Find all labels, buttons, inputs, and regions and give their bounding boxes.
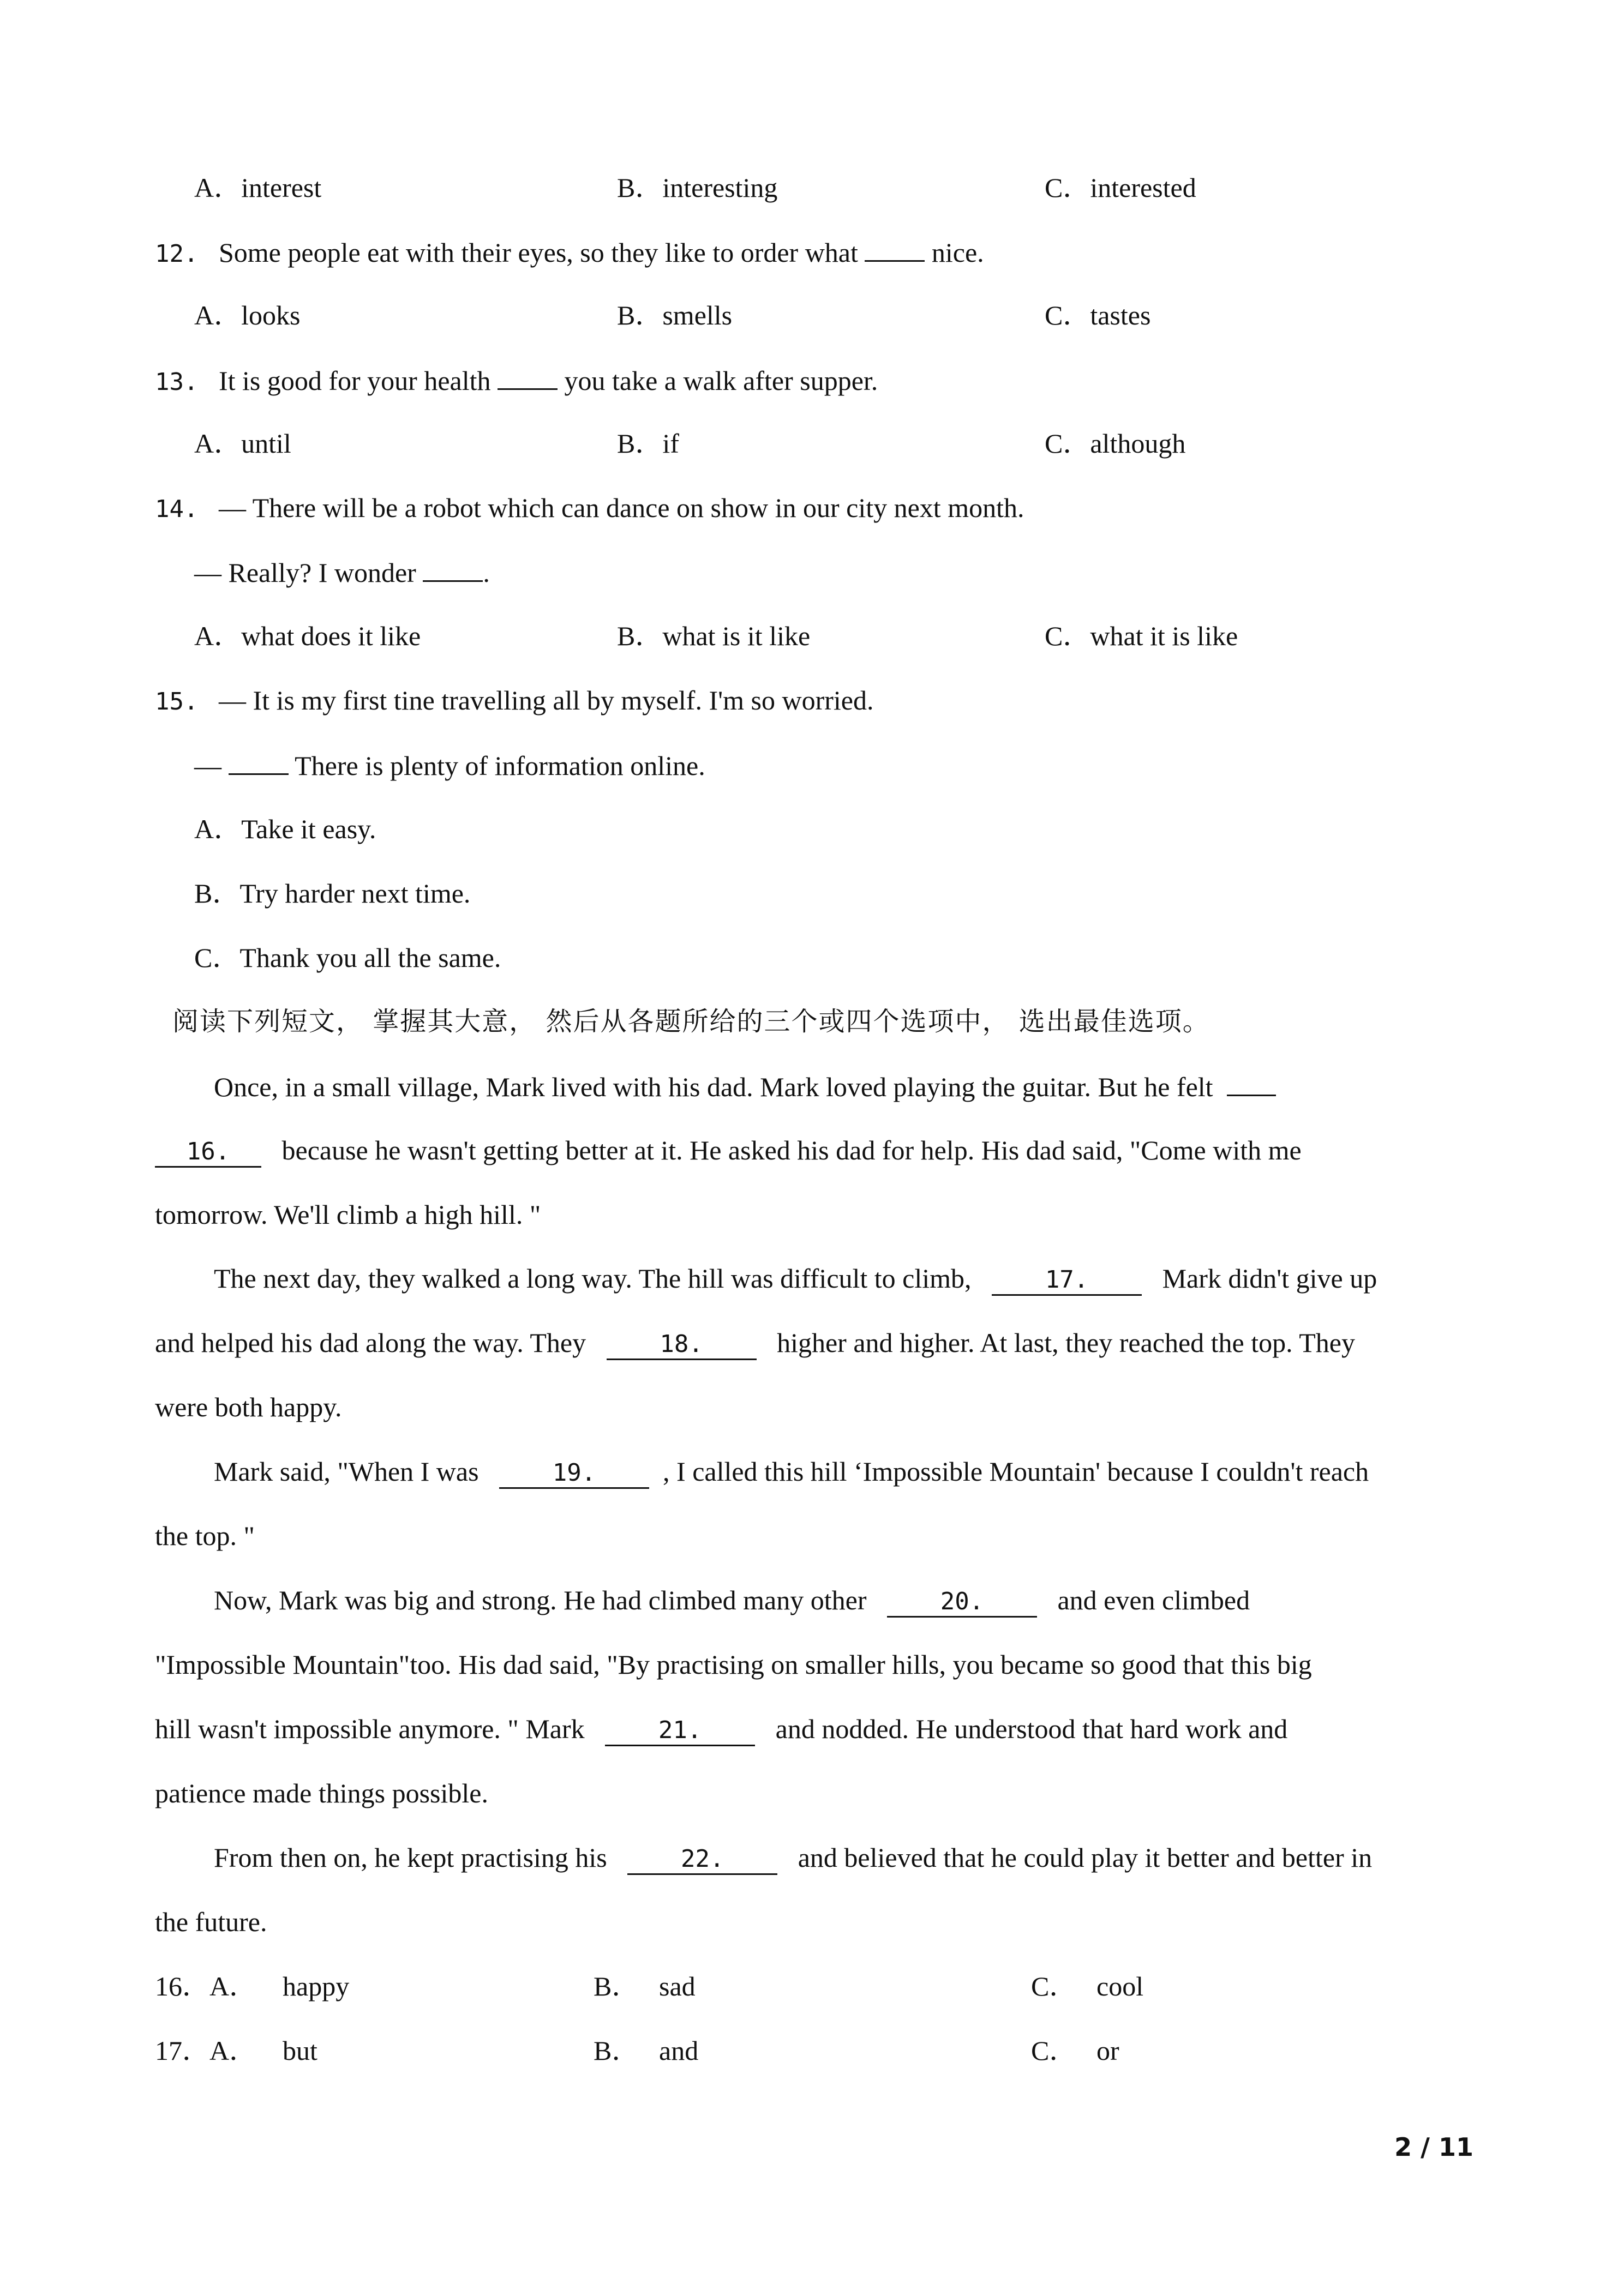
q12-option-a: A．looks xyxy=(194,300,301,330)
q12-option-c: C．tastes xyxy=(1045,300,1151,330)
q12-text-pre: Some people eat with their eyes, so they like to order what xyxy=(218,237,858,268)
q12-option-b: B．smells xyxy=(617,300,733,330)
passage-text: Now, Mark was big and strong. He had climbed many other xyxy=(214,1585,867,1615)
passage-p3-line1 xyxy=(214,1455,1369,1489)
blank-20: 20. xyxy=(887,1588,1037,1618)
q17-option-b-label: B． xyxy=(594,2035,639,2066)
q16-option-c-label: C． xyxy=(1031,1971,1077,2002)
blank-19: 19. xyxy=(499,1459,649,1489)
passage-text: Mark didn't give up xyxy=(1162,1263,1377,1294)
q17-number: 17．A． xyxy=(155,2035,257,2066)
passage-p1-line3: tomorrow. We'll climb a high hill. " xyxy=(155,1199,541,1230)
passage-text: and helped his dad along the way. They xyxy=(155,1327,586,1358)
reading-instruction: 阅读下列短文， 掌握其大意， 然后从各题所给的三个或四个选项中， 选出最佳选项。 xyxy=(172,1006,1210,1037)
passage-text: Once, in a small village, Mark lived with his dad. Mark loved playing the guitar. But he felt xyxy=(214,1072,1213,1102)
q15-line2-pre: — xyxy=(194,750,221,781)
passage-p4-line3 xyxy=(155,1712,1287,1746)
q14-option-a: A．what does it like xyxy=(194,621,421,651)
q14-option-b: B．what is it like xyxy=(617,621,811,651)
q14-blank xyxy=(423,555,483,582)
passage-text: hill wasn't impossible anymore. " Mark xyxy=(155,1714,585,1744)
q14-reply xyxy=(194,555,490,589)
q12-text-post: nice. xyxy=(931,237,984,268)
passage-p5-line2: the future. xyxy=(155,1907,267,1937)
passage-text: and even climbed xyxy=(1057,1585,1250,1615)
page-number: 2 / 11 xyxy=(1394,2132,1473,2162)
blank-18: 18. xyxy=(607,1330,757,1360)
passage-text: From then on, he kept practising his xyxy=(214,1842,607,1873)
q13-blank xyxy=(498,363,558,390)
q12-number: 12. xyxy=(155,240,199,268)
q16-option-a: happy xyxy=(283,1971,350,2002)
q11-option-a: A．interest xyxy=(194,172,322,203)
q15-line1: — It is my first tine travelling all by myself. I'm so worried. xyxy=(218,685,874,716)
passage-p1-line1 xyxy=(214,1069,1276,1103)
passage-p2-line3: were both happy. xyxy=(155,1392,342,1422)
q14-option-c: C．what it is like xyxy=(1045,621,1238,651)
passage-p4-line1 xyxy=(214,1584,1250,1618)
passage-text: and nodded. He understood that hard work and xyxy=(775,1714,1288,1744)
q13-number: 13. xyxy=(155,368,199,396)
passage-p4-line4: patience made things possible. xyxy=(155,1778,488,1808)
blank-21: 21. xyxy=(605,1716,755,1746)
q16-option-b: sad xyxy=(659,1971,696,2002)
q17-option-a: but xyxy=(283,2035,317,2066)
q13-text-post: you take a walk after supper. xyxy=(564,365,878,396)
q16-option-b-label: B． xyxy=(594,1971,639,2002)
q13-option-c: C．although xyxy=(1045,428,1186,459)
blank-16-lead xyxy=(1227,1069,1276,1096)
q15-stem xyxy=(155,684,873,718)
passage-text: Mark said, "When I was xyxy=(214,1456,479,1487)
q14-line1: — There will be a robot which can dance on show in our city next month. xyxy=(218,492,1024,523)
q17-option-c: or xyxy=(1096,2035,1119,2066)
blank-16: 16. xyxy=(155,1138,261,1168)
blank-22: 22. xyxy=(627,1845,777,1875)
passage-p2-line2 xyxy=(155,1326,1355,1360)
q12-stem xyxy=(155,235,984,271)
q15-reply xyxy=(194,748,705,782)
q15-blank xyxy=(229,748,289,775)
q11-option-c: C．interested xyxy=(1045,172,1196,203)
q12-blank xyxy=(865,235,925,262)
q14-number: 14. xyxy=(155,495,199,523)
q17-option-b: and xyxy=(659,2035,699,2066)
passage-p2-line1 xyxy=(214,1262,1377,1296)
passage-text: and believed that he could play it better and better in xyxy=(798,1842,1373,1873)
blank-17: 17. xyxy=(992,1266,1142,1296)
q13-stem xyxy=(155,363,878,399)
q15-number: 15. xyxy=(155,688,199,716)
q14-line2-post: . xyxy=(483,557,490,588)
passage-text: , I called this hill ‘Impossible Mountain' because I couldn't reach xyxy=(663,1456,1369,1487)
q13-text-pre: It is good for your health xyxy=(218,365,491,396)
passage-p1-line2 xyxy=(155,1134,1302,1168)
q15-option-c: C．Thank you all the same. xyxy=(194,942,501,973)
passage-text: because he wasn't getting better at it. He asked his dad for help. His dad said, "Come with me xyxy=(281,1135,1302,1165)
q15-option-a: A．Take it easy. xyxy=(194,814,376,844)
q13-option-a: A．until xyxy=(194,428,291,459)
q11-option-b: B．interesting xyxy=(617,172,778,203)
q14-stem xyxy=(155,491,1024,526)
q16-option-c: cool xyxy=(1096,1971,1144,2002)
q14-line2-pre: — Really? I wonder xyxy=(194,557,416,588)
q17-option-c-label: C． xyxy=(1031,2035,1077,2066)
passage-p4-line2: "Impossible Mountain"too. His dad said, "By practising on smaller hills, you became so good that this big xyxy=(155,1649,1312,1680)
q15-line2-post: There is plenty of information online. xyxy=(295,750,705,781)
q13-option-b: B．if xyxy=(617,428,679,459)
q15-option-b: B．Try harder next time. xyxy=(194,878,471,909)
q16-number: 16．A． xyxy=(155,1971,257,2002)
passage-text: higher and higher. At last, they reached the top. They xyxy=(777,1327,1355,1358)
passage-p3-line2: the top. " xyxy=(155,1520,255,1551)
passage-p5-line1 xyxy=(214,1841,1372,1875)
passage-text: The next day, they walked a long way. The hill was difficult to climb, xyxy=(214,1263,972,1294)
